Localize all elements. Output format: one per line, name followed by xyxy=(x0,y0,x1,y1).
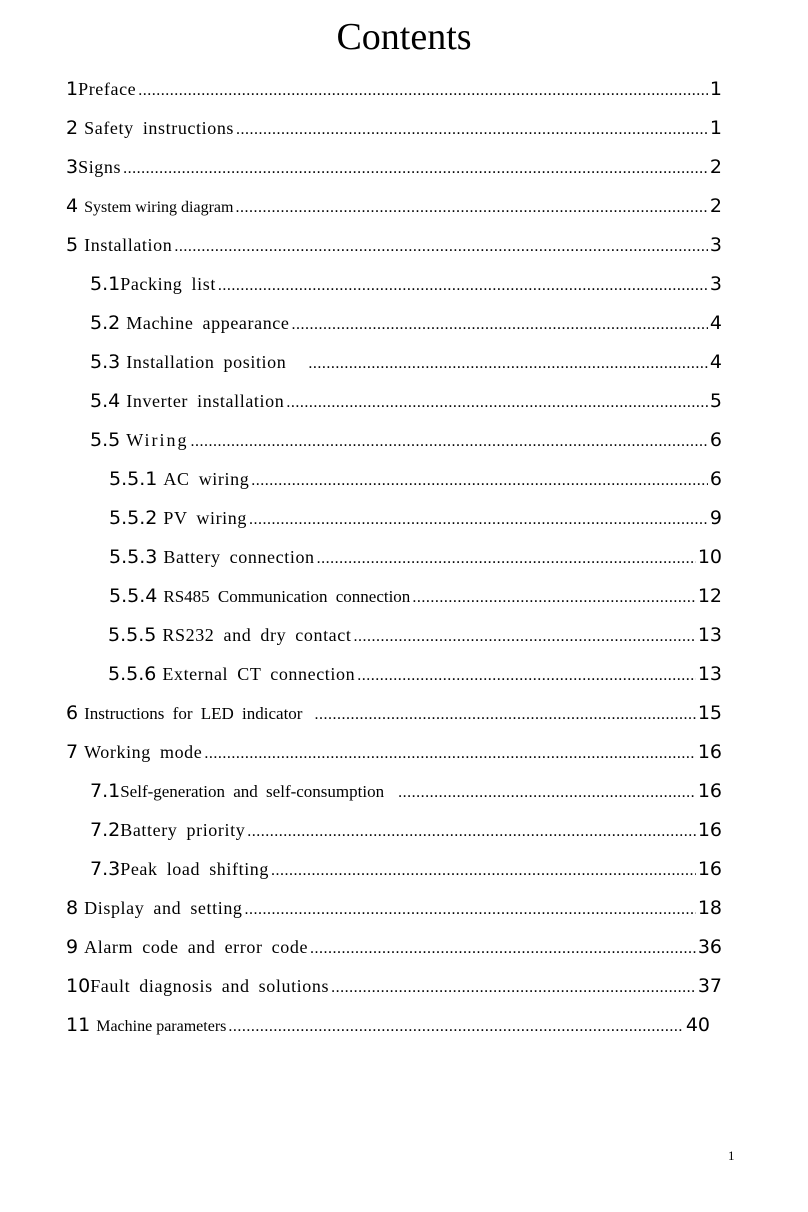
toc-label: Instructions for LED indicator xyxy=(84,704,303,723)
toc-leader xyxy=(235,199,707,217)
toc-leader xyxy=(286,394,708,412)
toc-entry[interactable] xyxy=(66,734,722,773)
toc-entry[interactable] xyxy=(90,422,722,461)
toc-entry[interactable] xyxy=(66,188,722,227)
toc-number: 9 xyxy=(66,936,85,958)
toc-label: RS232 and dry contact xyxy=(162,625,352,645)
toc-number: 5.5.3 xyxy=(109,546,164,568)
toc-label: Safety instructions xyxy=(84,118,235,138)
toc-page: 16 xyxy=(697,819,722,841)
toc-page: 2 xyxy=(709,195,722,217)
toc-page: 40 xyxy=(685,1014,710,1036)
toc-entry[interactable] xyxy=(66,110,722,149)
toc-label: Battery connection xyxy=(163,547,315,567)
toc-page: 18 xyxy=(697,897,722,919)
toc-number: 5.5.2 xyxy=(109,507,164,529)
toc-number: 1 xyxy=(66,78,79,100)
toc-number: 7 xyxy=(66,741,85,763)
toc-leader xyxy=(249,511,708,529)
toc-label: Peak load shifting xyxy=(120,859,270,879)
toc-label: PV wiring xyxy=(163,508,247,528)
toc-number: 5.2 xyxy=(90,312,127,334)
toc-entry[interactable] xyxy=(108,656,722,695)
toc-page: 4 xyxy=(709,312,722,334)
toc-leader xyxy=(317,550,696,568)
toc-number: 3 xyxy=(66,156,79,178)
toc-label: AC wiring xyxy=(163,469,250,489)
toc-entry[interactable] xyxy=(66,227,722,266)
toc-number: 4 xyxy=(66,195,85,217)
toc-leader xyxy=(271,862,696,880)
toc-number: 5.5.4 xyxy=(109,585,164,607)
toc-page: 16 xyxy=(697,741,722,763)
toc-entry[interactable] xyxy=(66,929,722,968)
toc-label: Display and setting xyxy=(84,898,243,918)
toc-page: 13 xyxy=(697,624,722,646)
toc-leader xyxy=(123,160,708,178)
toc-label: Inverter installation xyxy=(126,391,285,411)
toc-entry[interactable] xyxy=(109,539,722,578)
toc-label: Machine appearance xyxy=(126,313,290,333)
toc-entry[interactable] xyxy=(90,812,722,851)
toc-number: 8 xyxy=(66,897,85,919)
toc-label: Fault diagnosis and solutions xyxy=(90,976,330,996)
toc-leader xyxy=(357,667,696,685)
toc-number: 5.3 xyxy=(90,351,127,373)
toc-leader xyxy=(245,901,696,919)
toc-leader xyxy=(138,82,708,100)
toc-page: 15 xyxy=(697,702,722,724)
toc-label: Preface xyxy=(78,79,137,99)
toc-page: 37 xyxy=(697,975,722,997)
toc-page: 6 xyxy=(709,468,722,490)
toc-label: External CT connection xyxy=(162,664,356,684)
toc-page: 3 xyxy=(709,234,722,256)
toc-entry[interactable] xyxy=(66,149,722,188)
toc-entry[interactable] xyxy=(90,851,722,890)
toc-number: 5.5.5 xyxy=(108,624,163,646)
toc-label: Battery priority xyxy=(120,820,246,840)
toc-number: 10 xyxy=(66,975,91,997)
toc-label: Alarm code and error code xyxy=(84,937,309,957)
toc-number: 2 xyxy=(66,117,85,139)
toc-entry[interactable] xyxy=(66,71,722,110)
toc-leader xyxy=(236,121,708,139)
toc-entry[interactable] xyxy=(66,968,722,1007)
toc-leader xyxy=(308,355,708,373)
toc-page: 16 xyxy=(697,780,722,802)
toc-leader xyxy=(247,823,696,841)
toc-label: Working mode xyxy=(84,742,203,762)
toc-leader xyxy=(191,433,708,451)
toc-leader xyxy=(398,784,696,802)
toc-entry[interactable] xyxy=(66,1007,710,1046)
toc-page: 3 xyxy=(709,273,722,295)
toc-label: Self-generation and self-consumption xyxy=(120,782,385,801)
toc-leader xyxy=(218,277,708,295)
toc-label: Installation xyxy=(84,235,173,255)
toc-leader xyxy=(353,628,695,646)
toc-leader xyxy=(331,979,696,997)
toc-page: 13 xyxy=(697,663,722,685)
toc-label: RS485 Communication connection xyxy=(163,587,411,606)
toc-entry[interactable] xyxy=(90,266,722,305)
toc-entry[interactable] xyxy=(66,695,722,734)
toc-leader xyxy=(291,316,707,334)
toc-label: Signs xyxy=(78,157,122,177)
toc-entry[interactable] xyxy=(109,500,722,539)
toc-leader xyxy=(310,940,696,958)
toc-label: Machine parameters xyxy=(96,1018,227,1035)
toc-leader xyxy=(251,472,708,490)
toc-number: 5.5.1 xyxy=(109,468,164,490)
toc-page: 9 xyxy=(709,507,722,529)
toc-entry[interactable] xyxy=(66,890,722,929)
toc-number: 5.5 xyxy=(90,429,127,451)
toc-page: 36 xyxy=(697,936,722,958)
toc-leader xyxy=(412,589,696,607)
toc-page: 12 xyxy=(697,585,722,607)
toc-label: Packing list xyxy=(120,274,216,294)
toc-leader xyxy=(228,1018,683,1036)
toc-leader xyxy=(204,745,695,763)
toc-entry[interactable] xyxy=(109,578,722,617)
toc-number: 5.1 xyxy=(90,273,121,295)
toc-entry[interactable] xyxy=(90,773,722,812)
toc-page: 4 xyxy=(709,351,722,373)
toc-page: 2 xyxy=(709,156,722,178)
toc-page: 1 xyxy=(709,78,722,100)
toc-number: 5 xyxy=(66,234,85,256)
toc-page: 1 xyxy=(709,117,722,139)
toc-entry[interactable] xyxy=(90,344,722,383)
toc-number: 7.3 xyxy=(90,858,121,880)
toc-leader xyxy=(314,706,695,724)
toc-entry[interactable] xyxy=(108,617,722,656)
toc-number: 7.1 xyxy=(90,780,121,802)
toc-page: 16 xyxy=(697,858,722,880)
toc-entry[interactable] xyxy=(90,383,722,422)
page-number: 1 xyxy=(728,1148,735,1163)
toc-label: System wiring diagram xyxy=(84,199,234,216)
toc-label: Installation position xyxy=(126,352,287,372)
toc-page: 10 xyxy=(697,546,722,568)
toc-label: Wiring xyxy=(126,430,189,450)
page-title: Contents xyxy=(336,16,472,58)
toc-number: 7.2 xyxy=(90,819,121,841)
toc-leader xyxy=(174,238,708,256)
toc-number: 5.4 xyxy=(90,390,127,412)
toc-page: 6 xyxy=(709,429,722,451)
toc-page: 5 xyxy=(709,390,722,412)
toc-number: 6 xyxy=(66,702,85,724)
toc-number: 5.5.6 xyxy=(108,663,163,685)
toc-entry[interactable] xyxy=(109,461,722,500)
toc-number: 11 xyxy=(66,1014,97,1036)
toc-entry[interactable] xyxy=(90,305,722,344)
